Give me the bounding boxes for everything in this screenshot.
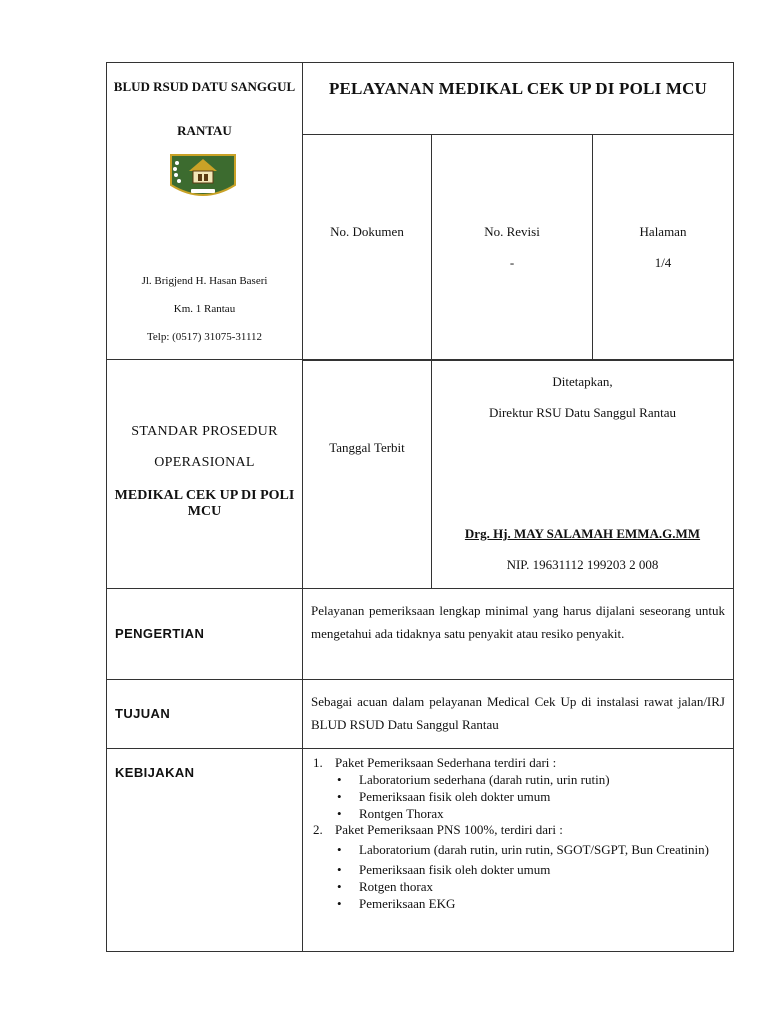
kebijakan-label: KEBIJAKAN (115, 765, 195, 780)
no-dokumen-label: No. Dokumen (330, 224, 404, 239)
hospital-logo (165, 151, 241, 203)
org-name: BLUD RSUD DATU SANGGUL (113, 79, 296, 94)
list-item (313, 755, 725, 771)
bullet-text: Rotgen thorax (359, 879, 434, 894)
halaman-value: 1/4 (654, 255, 672, 270)
tujuan-label-cell (106, 679, 303, 749)
signer-nip: NIP. 19631112 199203 2 008 (506, 557, 659, 572)
no-revisi-value: - (509, 255, 515, 270)
bullet-item (313, 861, 725, 878)
signer-name: Drg. Hj. MAY SALAMAH EMMA.G.MM (464, 526, 701, 541)
kebijakan-list (313, 755, 725, 912)
bullet-item (313, 838, 725, 861)
tujuan-text: Sebagai acuan dalam pelayanan Medical Cek Up di instalasi rawat jalan/IRJ BLUD RSUD Datu Sanggul Rantau (311, 694, 725, 732)
sop-line-1: STANDAR PROSEDUR (131, 424, 278, 439)
halaman-label: Halaman (639, 224, 687, 239)
pengertian-label-cell (106, 588, 303, 680)
sop-title: MEDIKAL CEK UP DI POLI MCU (114, 488, 295, 519)
bullet-item (313, 771, 725, 788)
direktur-text: Direktur RSU Datu Sanggul Rantau (488, 405, 677, 420)
ditetapkan-text: Ditetapkan, (552, 374, 613, 389)
bullet-icon: • (337, 842, 342, 857)
bullet-item (313, 788, 725, 805)
bullet-icon: • (337, 806, 342, 821)
bullet-text: Pemeriksaan fisik oleh dokter umum (359, 789, 551, 804)
signature-cell (431, 359, 734, 589)
kebijakan-label-cell (106, 748, 303, 952)
bullet-icon: • (337, 896, 342, 911)
bullet-text: Laboratorium (darah rutin, urin rutin, SGOT/SGPT, Bun Creatinin) (359, 842, 709, 857)
bullet-icon: • (337, 772, 342, 787)
bullet-icon: • (337, 862, 342, 877)
pengertian-label: PENGERTIAN (115, 626, 205, 641)
bullet-icon: • (337, 879, 342, 894)
org-city: RANTAU (177, 123, 232, 138)
list-number: 1. (313, 755, 323, 770)
pengertian-text: Pelayanan pemeriksaan lengkap minimal yang harus dijalani seseorang untuk mengetahui ada tidaknya satu penyakit atau resiko penyakit. (311, 603, 725, 641)
bullet-item (313, 895, 725, 912)
halaman-cell (592, 134, 734, 361)
list-item (313, 822, 725, 838)
tanggal-terbit-cell (302, 359, 432, 589)
org-header-cell (106, 62, 303, 360)
document-title: PELAYANAN MEDIKAL CEK UP DI POLI MCU (328, 79, 708, 98)
bullet-text: Pemeriksaan EKG (359, 896, 456, 911)
tanggal-terbit-label: Tanggal Terbit (329, 440, 405, 455)
title-cell (302, 62, 734, 135)
bullet-item (313, 878, 725, 895)
kebijakan-content-cell (302, 748, 734, 952)
bullet-icon: • (337, 789, 342, 804)
sop-cell (106, 359, 303, 589)
address-phone: Telp: (0517) 31075-31112 (146, 331, 263, 343)
address-km: Km. 1 Rantau (173, 303, 236, 315)
address-street: Jl. Brigjend H. Hasan Baseri (141, 275, 268, 287)
tujuan-content-cell (302, 679, 734, 749)
pengertian-content-cell (302, 588, 734, 680)
list-item-text: Paket Pemeriksaan Sederhana terdiri dari : (335, 755, 557, 770)
no-dokumen-cell (302, 134, 432, 361)
bullet-text: Rontgen Thorax (359, 806, 444, 821)
sop-document (106, 62, 734, 952)
list-number: 2. (313, 822, 323, 837)
bullet-item (313, 805, 725, 822)
list-item-text: Paket Pemeriksaan PNS 100%, terdiri dari : (335, 822, 563, 837)
bullet-text: Laboratorium sederhana (darah rutin, urin rutin) (359, 772, 610, 787)
no-revisi-label: No. Revisi (484, 224, 540, 239)
no-revisi-cell (431, 134, 593, 361)
bullet-text: Pemeriksaan fisik oleh dokter umum (359, 862, 551, 877)
tujuan-label: TUJUAN (115, 706, 171, 721)
sop-line-2: OPERASIONAL (154, 455, 255, 470)
